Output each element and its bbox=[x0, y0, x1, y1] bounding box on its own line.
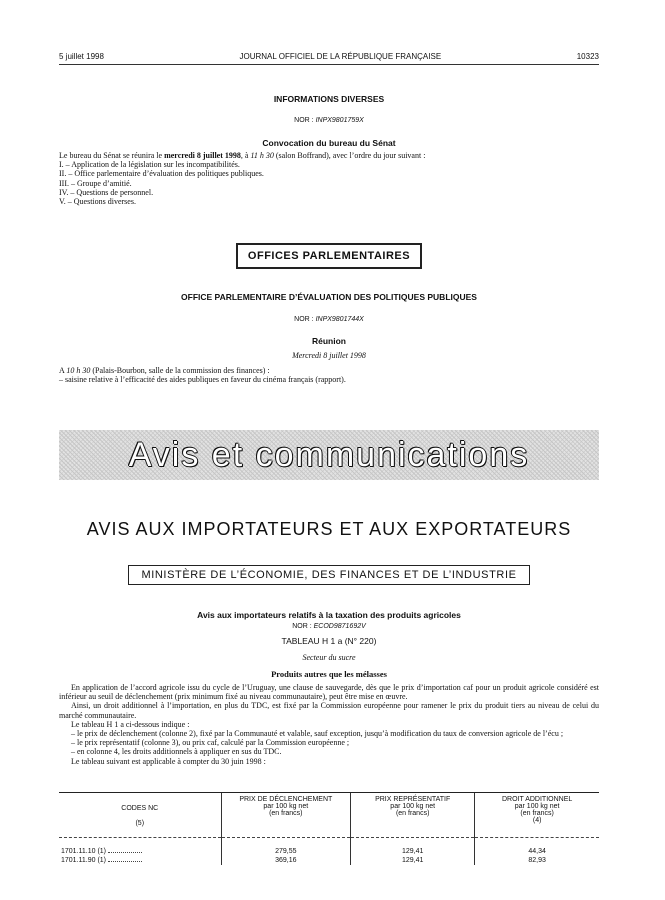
convocation-intro bbox=[59, 151, 599, 160]
convocation-title: Convocation du bureau du Sénat bbox=[262, 138, 396, 148]
agenda-item: I. – Application de la législation sur les incompatibilités. bbox=[59, 160, 240, 170]
convocation-body bbox=[59, 151, 599, 206]
ministry-title: MINISTÈRE DE L’ÉCONOMIE, DES FINANCES ET DE L’INDUSTRIE bbox=[128, 565, 529, 585]
header-line: par 100 kg net bbox=[514, 803, 560, 810]
office-nor bbox=[59, 316, 599, 323]
cell-prix-representatif: 129,41 bbox=[351, 838, 475, 857]
intro-start: Le bureau du Sénat se réunira le bbox=[59, 151, 165, 160]
header-line: par 100 kg net bbox=[390, 803, 436, 810]
meeting-line-2: – saisine relative à l’efficacité des aides publiques en faveur du cinéma français (rapport). bbox=[59, 375, 346, 385]
leader-dots bbox=[108, 861, 142, 862]
informations-title: INFORMATIONS DIVERSES bbox=[273, 94, 385, 104]
avis-paragraph: Le tableau H 1 a ci-dessous indique : bbox=[71, 719, 190, 729]
leader-dots bbox=[108, 852, 142, 853]
column-header-codes bbox=[59, 793, 221, 838]
meeting-time: 10 h 30 bbox=[66, 366, 91, 375]
avis-paragraph: En application de l’accord agricole issu du cycle de l’Uruguay, une clause de sauvegarde, dès que le prix d’importation caf pour un produit agricole considéré est inférieur au seuil de déclenchement (prix minimum fixé au niveau communautaire), peut être mise en œuvre. bbox=[59, 683, 599, 702]
avis-nor bbox=[59, 623, 599, 630]
header-column-number: (4) bbox=[532, 817, 542, 824]
nor-code: INPX9801759X bbox=[315, 117, 364, 124]
nor-label: NOR : bbox=[292, 623, 312, 630]
header-line: PRIX REPRÉSENTATIF bbox=[375, 796, 451, 803]
avis-paragraph: Ainsi, un droit additionnel à l’importation, en plus du TDC, est fixé par la Commission européenne pour ramener le prix du produit tiers au niveau de celui du marché communautaire. bbox=[59, 701, 599, 720]
intro-end: (salon Boffrand), avec l’ordre du jour suivant : bbox=[273, 151, 426, 160]
price-table-wrapper bbox=[59, 792, 599, 865]
cell-code bbox=[59, 838, 221, 857]
avis-list-item: – le prix représentatif (colonne 3), ou prix caf, calculé par la Commission européenne ; bbox=[71, 738, 350, 748]
header-page-number: 10323 bbox=[576, 52, 599, 61]
header-date: 5 juillet 1998 bbox=[59, 52, 104, 61]
agenda-item: V. – Questions diverses. bbox=[59, 197, 136, 207]
meeting-body bbox=[59, 366, 599, 384]
avis-list-item: – le prix de déclenchement (colonne 2), fixé par la Communauté et valable, sauf exception, jusqu’à modification du taux de conversion agricole de l’écu ; bbox=[71, 729, 564, 739]
intro-mid: , à bbox=[240, 151, 251, 160]
nor-label: NOR : bbox=[294, 117, 314, 124]
column-header-droit-additionnel bbox=[475, 793, 599, 838]
nor-code: ECOD9871692V bbox=[313, 623, 366, 630]
header-journal-title: JOURNAL OFFICIEL DE LA RÉPUBLIQUE FRANÇAISE bbox=[239, 52, 442, 61]
cell-droit-additionnel: 82,93 bbox=[475, 856, 599, 865]
header-line: (en francs) bbox=[269, 810, 303, 817]
meeting-prefix: A bbox=[59, 366, 67, 375]
meeting-place: (Palais-Bourbon, salle de la commission des finances) : bbox=[90, 366, 270, 375]
banner-title: Avis et communications bbox=[128, 435, 530, 474]
header-line: (en francs) bbox=[520, 810, 554, 817]
meeting-title: Réunion bbox=[312, 336, 346, 346]
offices-box-title: OFFICES PARLEMENTAIRES bbox=[236, 243, 422, 269]
cell-prix-declenchement: 279,55 bbox=[221, 838, 351, 857]
agenda-item: IV. – Questions de personnel. bbox=[59, 187, 154, 197]
code-text: 1701.11.90 (1) bbox=[61, 857, 107, 864]
code-text: 1701.11.10 (1) bbox=[61, 848, 107, 855]
agenda-item: III. – Groupe d’amitié. bbox=[59, 178, 132, 188]
informations-nor bbox=[59, 117, 599, 124]
avis-paragraph: Le tableau suivant est applicable à compter du 30 juin 1998 : bbox=[71, 756, 266, 766]
intro-date: mercredi 8 juillet 1998 bbox=[164, 151, 241, 160]
nor-code: INPX9801744X bbox=[315, 316, 364, 323]
intro-time: 11 h 30 bbox=[250, 151, 274, 160]
cell-code bbox=[59, 856, 221, 865]
header-line: (en francs) bbox=[395, 810, 430, 817]
agenda-item: II. – Office parlementaire d’évaluation des politiques publiques. bbox=[59, 169, 264, 179]
avis-list-item: – en colonne 4, les droits additionnels à appliquer en sus du TDC. bbox=[71, 747, 282, 757]
cell-prix-declenchement: 369,16 bbox=[221, 856, 351, 865]
header-line: par 100 kg net bbox=[263, 803, 309, 810]
cell-droit-additionnel: 44,34 bbox=[475, 838, 599, 857]
cell-prix-representatif: 129,41 bbox=[351, 856, 475, 865]
avis-body bbox=[59, 683, 599, 766]
column-header-prix-declenchement bbox=[221, 793, 351, 838]
ministry-box-wrapper bbox=[59, 565, 599, 585]
avis-section-title: AVIS AUX IMPORTATEURS ET AUX EXPORTATEURS bbox=[86, 519, 572, 539]
column-header-prix-representatif bbox=[351, 793, 475, 838]
table-row bbox=[59, 838, 599, 857]
table-header-row bbox=[59, 793, 599, 838]
page-header bbox=[59, 52, 599, 61]
header-rule bbox=[59, 64, 599, 65]
price-table bbox=[59, 793, 599, 865]
office-title: OFFICE PARLEMENTAIRE D’ÉVALUATION DES POLITIQUES PUBLIQUES bbox=[181, 292, 477, 302]
produits-title: Produits autres que les mélasses bbox=[271, 669, 387, 679]
meeting-date: Mercredi 8 juillet 1998 bbox=[292, 351, 366, 360]
header-line: CODES NC bbox=[121, 805, 159, 812]
offices-box-wrapper bbox=[59, 243, 599, 269]
header-line: DROIT ADDITIONNEL bbox=[502, 796, 573, 803]
table-row bbox=[59, 856, 599, 865]
header-line: PRIX DE DÉCLENCHEMENT bbox=[239, 796, 333, 803]
tableau-title: TABLEAU H 1 a (N° 220) bbox=[281, 636, 377, 646]
secteur-title: Secteur du sucre bbox=[302, 653, 356, 662]
nor-label: NOR : bbox=[294, 316, 314, 323]
meeting-line-1 bbox=[59, 366, 599, 375]
avis-communications-banner bbox=[59, 430, 599, 480]
header-column-number: (5) bbox=[135, 820, 145, 827]
notice-title: Avis aux importateurs relatifs à la taxation des produits agricoles bbox=[197, 610, 461, 620]
